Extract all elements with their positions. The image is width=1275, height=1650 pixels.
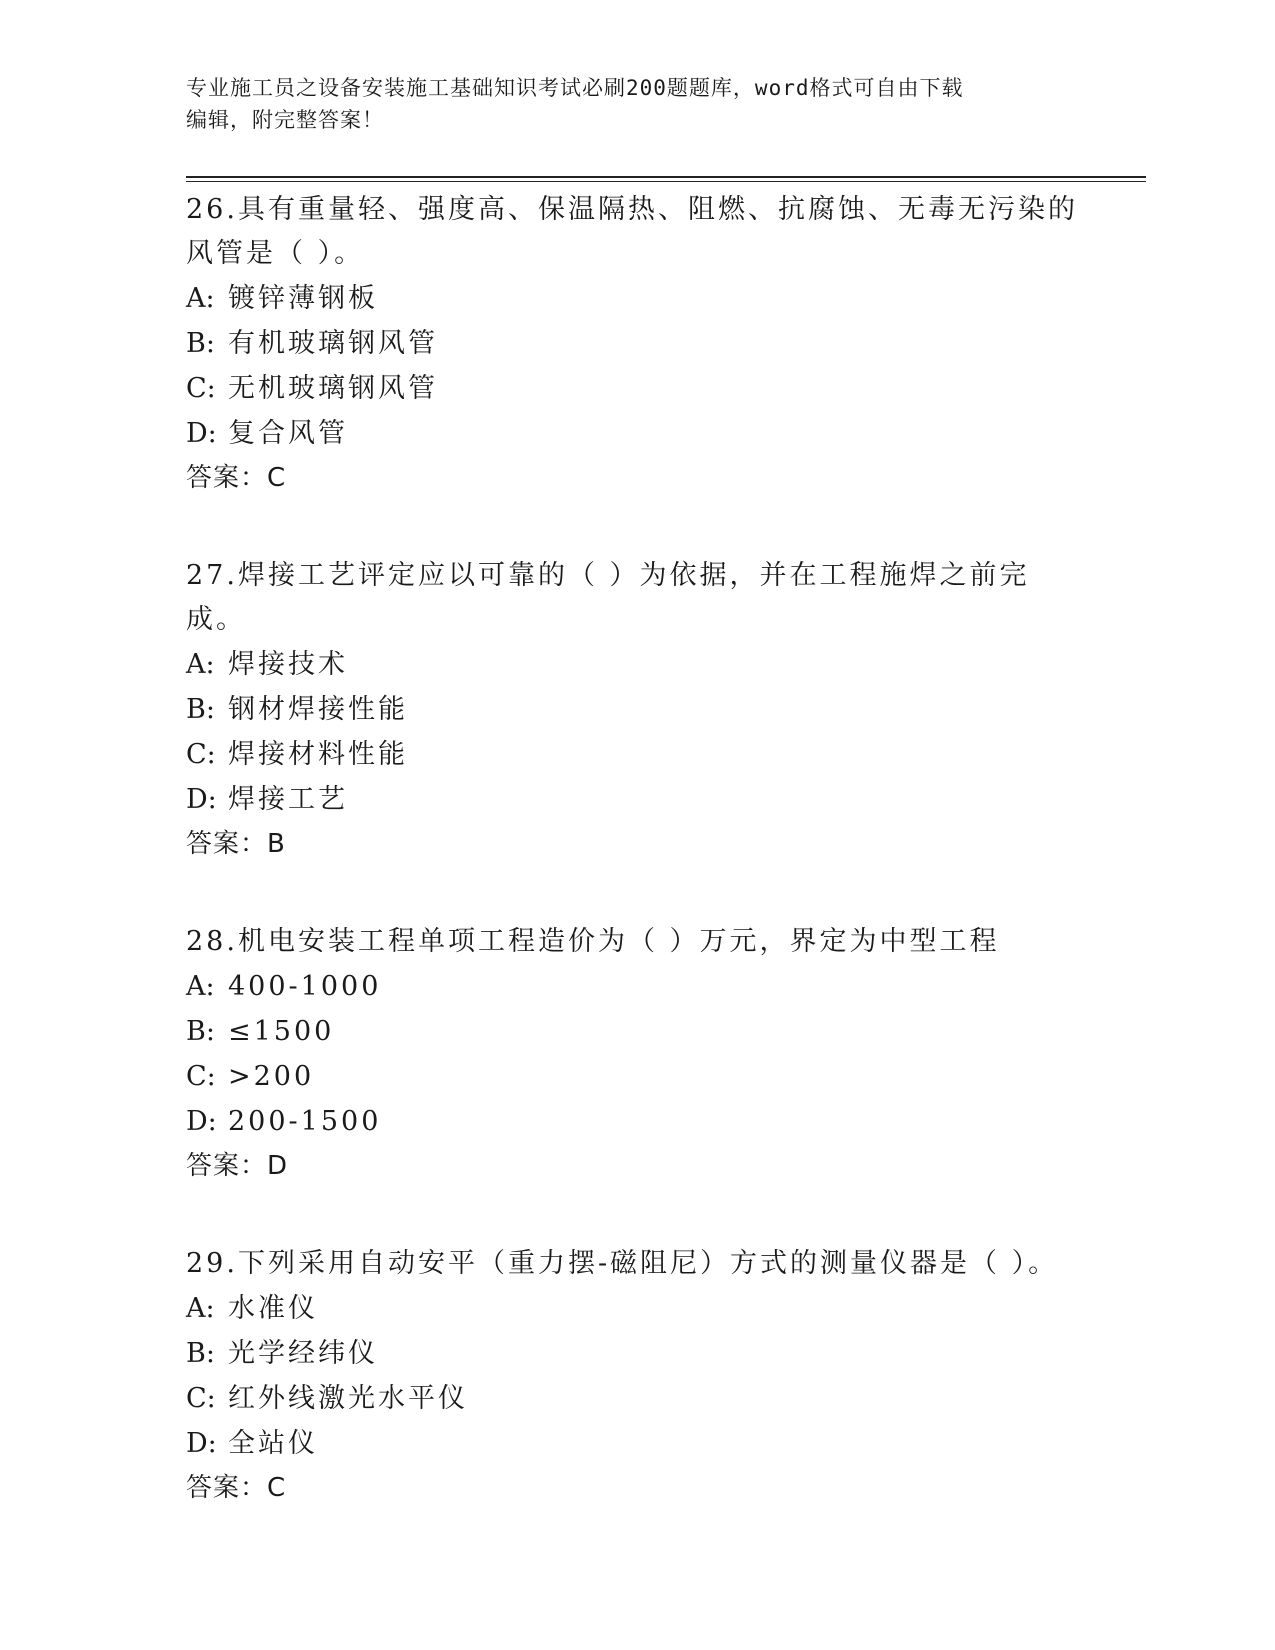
option-a bbox=[186, 276, 1086, 321]
option-letter: C: bbox=[186, 1383, 216, 1414]
option-letter: D: bbox=[186, 1428, 217, 1459]
option-a bbox=[186, 964, 1086, 1009]
document-header bbox=[186, 72, 1086, 136]
option-c bbox=[186, 1376, 1086, 1421]
option-c bbox=[186, 732, 1086, 777]
question-29 bbox=[186, 1242, 1086, 1511]
option-c bbox=[186, 366, 1086, 411]
question-text: 29.下列采用自动安平（重力摆-磁阻尼）方式的测量仪器是（ ）。 bbox=[186, 1248, 1059, 1279]
answer-text: 答案：C bbox=[186, 1473, 287, 1503]
answer-text: 答案：B bbox=[186, 829, 286, 859]
option-text: >200 bbox=[228, 1061, 315, 1092]
option-text: 焊接材料性能 bbox=[228, 739, 408, 770]
option-b bbox=[186, 687, 1086, 732]
option-letter: D: bbox=[186, 1106, 217, 1137]
option-letter: B: bbox=[186, 1338, 215, 1369]
option-letter: C: bbox=[186, 373, 216, 404]
answer-text: 答案：C bbox=[186, 463, 287, 493]
option-text: 镀锌薄钢板 bbox=[228, 283, 378, 314]
question-26 bbox=[186, 188, 1086, 501]
option-letter: A: bbox=[186, 1293, 215, 1324]
header-line-2: 编辑，附完整答案！ bbox=[186, 108, 384, 132]
header-divider-thick bbox=[186, 176, 1146, 178]
option-text: 有机玻璃钢风管 bbox=[228, 328, 438, 359]
option-d bbox=[186, 1099, 1086, 1144]
question-list bbox=[186, 188, 1086, 1564]
option-b bbox=[186, 321, 1086, 366]
option-c bbox=[186, 1054, 1086, 1099]
option-d bbox=[186, 1421, 1086, 1466]
option-letter: B: bbox=[186, 694, 215, 725]
option-d bbox=[186, 411, 1086, 456]
option-text: 钢材焊接性能 bbox=[228, 694, 408, 725]
option-letter: D: bbox=[186, 418, 217, 449]
option-b bbox=[186, 1009, 1086, 1054]
option-text: 全站仪 bbox=[228, 1428, 318, 1459]
option-text: 无机玻璃钢风管 bbox=[228, 373, 438, 404]
option-letter: C: bbox=[186, 1061, 216, 1092]
option-letter: A: bbox=[186, 649, 215, 680]
question-text: 26.具有重量轻、强度高、保温隔热、阻燃、抗腐蚀、无毒无污染的风管是（ ）。 bbox=[186, 194, 1078, 269]
question-text: 27.焊接工艺评定应以可靠的（ ）为依据，并在工程施焊之前完成。 bbox=[186, 560, 1030, 635]
option-text: ≤1500 bbox=[228, 1016, 335, 1047]
option-d bbox=[186, 777, 1086, 822]
option-text: 光学经纬仪 bbox=[228, 1338, 378, 1369]
option-text: 焊接工艺 bbox=[228, 784, 348, 815]
option-letter: A: bbox=[186, 971, 215, 1002]
option-letter: C: bbox=[186, 739, 216, 770]
header-divider-thin bbox=[186, 181, 1146, 182]
option-letter: D: bbox=[186, 784, 217, 815]
option-text: 红外线激光水平仪 bbox=[228, 1383, 468, 1414]
question-28 bbox=[186, 920, 1086, 1189]
option-letter: B: bbox=[186, 328, 215, 359]
header-line-1: 专业施工员之设备安装施工基础知识考试必刷200题题库，word格式可自由下载 bbox=[186, 76, 964, 100]
option-a bbox=[186, 642, 1086, 687]
option-text: 焊接技术 bbox=[228, 649, 348, 680]
option-text: 400-1000 bbox=[228, 971, 382, 1002]
option-a bbox=[186, 1286, 1086, 1331]
question-27 bbox=[186, 554, 1086, 867]
option-text: 水准仪 bbox=[228, 1293, 318, 1324]
answer-text: 答案：D bbox=[186, 1151, 289, 1181]
option-letter: B: bbox=[186, 1016, 215, 1047]
option-text: 复合风管 bbox=[228, 418, 348, 449]
option-b bbox=[186, 1331, 1086, 1376]
question-text: 28.机电安装工程单项工程造价为（ ）万元，界定为中型工程 bbox=[186, 926, 1000, 957]
option-letter: A: bbox=[186, 283, 215, 314]
option-text: 200-1500 bbox=[228, 1106, 382, 1137]
